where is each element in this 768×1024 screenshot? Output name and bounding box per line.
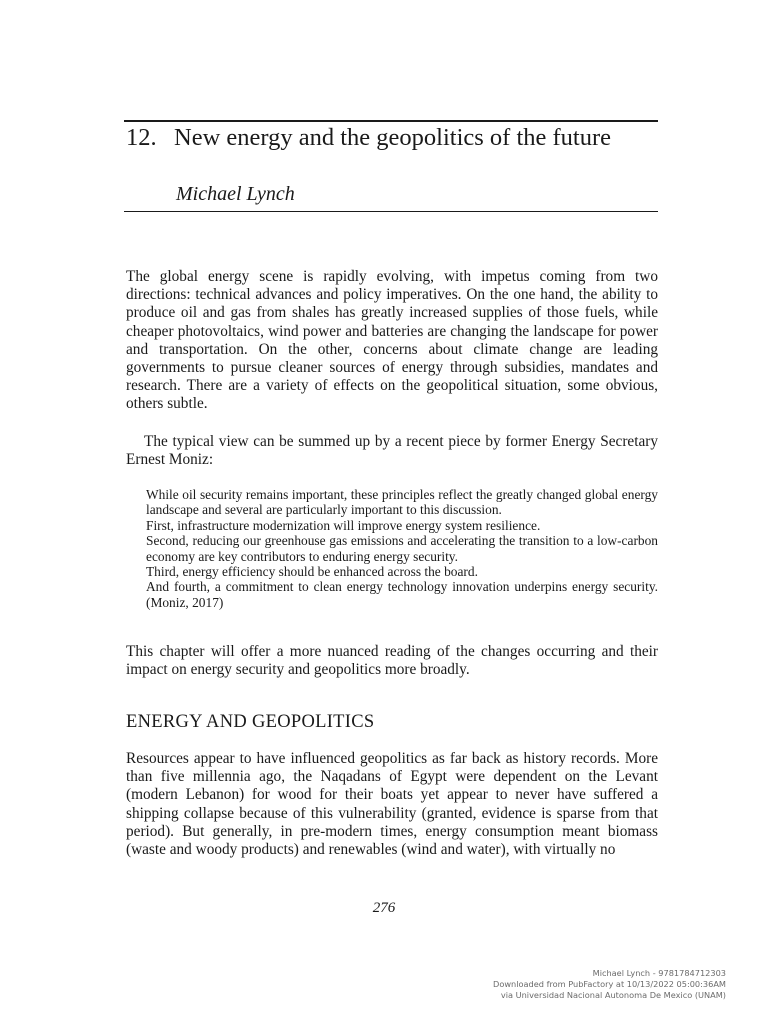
intro-paragraph-text: The global energy scene is rapidly evolving, with impetus coming from two directions: technical advances and policy imperatives. On the one hand, the ability to produce oil and gas from shales has greatly increased supplies of those fuels, while cheaper photovoltaics, wind power and batteries are changing the landscape for power and transportation. On the other, concerns about climate change are leading governments to pursue cleaner sources of energy through subsidies, mandates and research. There are a variety of effects on the geopolitical situation, some obvious, others subtle. bbox=[126, 268, 658, 413]
footer-line: Michael Lynch - 9781784712303 bbox=[592, 968, 726, 978]
quote-line: While oil security remains important, these principles reflect the greatly changed global energy landscape and several are particularly important to this discussion. bbox=[146, 487, 658, 518]
typical-view-paragraph bbox=[126, 433, 658, 469]
download-footer bbox=[493, 968, 726, 1001]
chapter-offer-paragraph bbox=[126, 643, 658, 679]
quote-line: Second, reducing our greenhouse gas emissions and accelerating the transition to a low-carbon economy are key contributors to enduring energy security. bbox=[146, 533, 658, 564]
chapter-author: Michael Lynch bbox=[176, 183, 295, 205]
title-bottom-rule bbox=[124, 211, 658, 212]
page-number: 276 bbox=[372, 900, 396, 916]
chapter-offer-text: This chapter will offer a more nuanced reading of the changes occurring and their impact on energy security and geopolitics more broadly. bbox=[126, 643, 658, 679]
section-heading: ENERGY AND GEOPOLITICS bbox=[126, 712, 375, 732]
chapter-number: 12. bbox=[126, 124, 157, 151]
footer-line: via Universidad Nacional Autonoma De Mexico (UNAM) bbox=[500, 990, 726, 1000]
quote-line: And fourth, a commitment to clean energy technology innovation underpins energy security. (Moniz, 2017) bbox=[146, 579, 658, 610]
intro-paragraph bbox=[126, 268, 658, 414]
section-paragraph bbox=[126, 750, 658, 859]
footer-line: Downloaded from PubFactory at 10/13/2022 05:00:36AM bbox=[493, 979, 726, 989]
chapter-title-text: New energy and the geopolitics of the future bbox=[174, 124, 612, 151]
block-quote bbox=[146, 487, 658, 610]
typical-view-text: The typical view can be summed up by a recent piece by former Energy Secretary Ernest Moniz: bbox=[126, 433, 658, 469]
quote-line: Third, energy efficiency should be enhanced across the board. bbox=[146, 564, 478, 580]
quote-line: First, infrastructure modernization will improve energy system resilience. bbox=[146, 517, 541, 533]
section-paragraph-text: Resources appear to have influenced geopolitics as far back as history records. More than five millennia ago, the Naqadans of Egypt were dependent on the Levant (modern Lebanon) for wood for their boats yet appear to never have suffered a shipping collapse because of this vulnerability (granted, evidence is sparse from that period). But generally, in pre-modern times, energy consumption meant biomass (waste and woody products) and renewables (wind and water), with virtually no bbox=[126, 750, 658, 859]
chapter-title bbox=[126, 124, 666, 152]
title-top-rule bbox=[124, 120, 658, 122]
